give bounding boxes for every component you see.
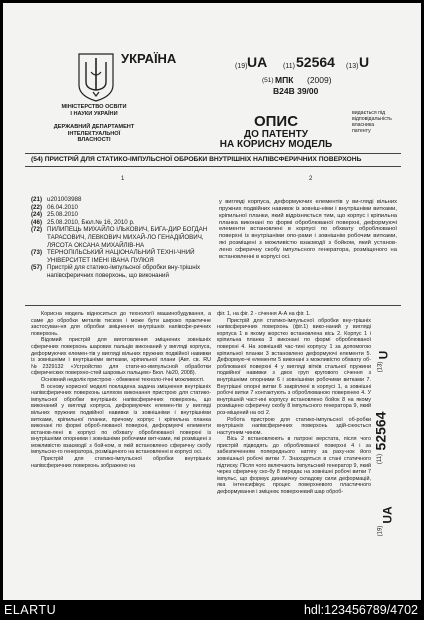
ministry-line-2: І НАУКИ УКРАЇНИ	[70, 110, 118, 117]
publication-note-line: відповідальність	[352, 116, 392, 122]
bib-value: u201003988	[47, 196, 82, 203]
paragraph: Відомий пристрій для виготовлення зміцнених зовнішніх сферичних поверхонь шарових пальців виконаний у вигляді корпуса, деформуючих елемен-тів у вигляді вільних пружних подвійної навивки із зовнішніми і внутрішніми витками, кріпильної плани (Авт. св. RU №2329132 «Устройство для стати-ко-импульсной обработки сферических поверхно-стей шаровых пальцев» Бюл. №20, 2008).	[31, 337, 211, 377]
publication-note-line: патенту	[352, 128, 371, 134]
divider	[25, 305, 401, 306]
patent-number: 52564	[296, 54, 335, 70]
ministry-line-1: МІНІСТЕРСТВО ОСВІТИ	[61, 104, 127, 110]
publication-note	[352, 110, 408, 134]
mpk-year: (2009)	[307, 75, 332, 85]
inid-code-51: (51)	[262, 77, 274, 84]
inid-code-13: (13)	[346, 63, 359, 70]
paragraph: Пристрій для статико-імпульсної обробки внутрішніх напівсферичних поверхонь зображено на	[31, 456, 211, 469]
description-right-column	[217, 311, 371, 496]
column-number-1: 1	[121, 176, 125, 182]
divider	[25, 153, 401, 154]
paragraph: Робота пристрою для статико-імпульсної об-робки внутрішніх напівсферичних поверхонь здій-снюється наступним чином.	[217, 416, 371, 436]
department-line-1: ДЕРЖАВНИЙ ДЕПАРТАМЕНТ	[53, 124, 135, 130]
doc-title: ОПИС	[253, 113, 299, 130]
patent-page	[3, 3, 421, 600]
bibliographic-data	[31, 196, 216, 280]
bib-code: (72)	[31, 226, 43, 234]
doc-subtitle-1: ДО ПАТЕНТУ	[244, 129, 308, 140]
paragraph: Вісь 2 встановлюють в патроні верстата, після чого пристрій підводять до оброблюваної поверхні 4 і за забезпеченням попереднього натягу за раху-нок його зовнішньої робочі витки 7. Знаходяться в стані статичного підтиску. Після чого включають імпульсний генератор 9, який через сферичну ско-бу 8 передає на зовнішні робочі витки 7 імпульс, що формує динамічну складову сили деформацій, яка інтенсифікує процес поверхневого пластичного деформування і зміцнює поверхневий шар оброб-	[217, 436, 371, 496]
description-left-column	[31, 311, 211, 469]
vertical-inid-code-19: (19)	[377, 525, 384, 537]
vertical-kind-code: U	[376, 350, 391, 360]
invention-title: (54) ПРИСТРІЙ ДЛЯ СТАТИКО-ІМПУЛЬСНОЇ ОБРОБКИ ВНУТРІШНІХ НАПІВСФЕРИЧНИХ ПОВЕРХОНЬ	[31, 156, 362, 163]
country-code: UA	[247, 54, 268, 70]
bib-value: ТЕРНОПІЛЬСЬКИЙ НАЦІОНАЛЬНИЙ ТЕХНІ-ЧНИЙ УНІВЕРСИТЕТ ІМЕНІ ІВАНА ПУЛЮЯ	[47, 249, 195, 264]
paragraph: В основу корисної моделі покладена задача зміцнення внутрішніх напівсферичних поверхонь шляхом виконання пристрою для статико-імпульсної обробки внутрішніх напівсферичних поверхонь, що виконаний у вигляді корпуса, деформуючих елемен-тів у вигляді вільних пружних подвійної навивки із зовнішніми і внутрішніми витками, кріпильної планки, причому корпус і кріпильна планка виконані по формі оброб-люваної поверхні, деформуючі елементи встанов-лені в корпусі по обхвату оброблюваної поверхні із внутрішніми опорними і зовнішніми робочими вит-ками, які розміщені з можливістю взаємодії з бой-ком, в якій встановлено сферичну скобу імпульсно-го генератора, розміщеного на встановленні в корпусі осі.	[31, 383, 211, 456]
vertical-country-code: UA	[380, 506, 395, 524]
bib-row	[31, 196, 216, 204]
bib-row	[31, 204, 216, 212]
kind-code: U	[359, 54, 370, 70]
bib-value: 25.08.2010	[47, 211, 78, 219]
country-name: УКРАЇНА	[121, 51, 177, 66]
publication-note-line: власника	[352, 122, 375, 128]
bib-code: (24)	[31, 211, 43, 219]
paragraph: Пристрій для статико-імпульсної обробки вну-трішніх напівсферичних поверхонь (фіг.1) вико-наний у вигляді корпуса 1 в якому жорстко встановлена вісь 2. Корпус 1 і кріпильна планка 3 виконані по формі оброблюваної поверхні 4. На зовнішній час-тині корпусу 1 за допомогою кріпильної планки 3 встановлено деформуючі елементи 5. Деформую-чі елементи 5 виконані з можливістю обхвату об-роблюваної поверхні 4 у вигляді вітків стальної пружини подвійної навивки з двох груп кругового січення з внутрішніми опорними 6 і зовнішніми робочими витками 7. Внутрішні опорні витки 6 закріплені в корпусі 1, а зовнішні робочі витки 7 контактують з оброблюваною поверхнею 4. У внутрішній част-ині корпусу встановлено бойок 8 на якому розміщено сферичну скобу 8 імпульсного генератора 9, який роз-міщений на осі 2.	[217, 317, 371, 416]
ipc-class: B24B 39/00	[273, 86, 319, 96]
bib-value: Пристрій для статико-імпульсної обробки вну-трішніх напівсферичних поверхонь, що виконаний	[47, 264, 201, 279]
bib-value: 06.04.2010	[47, 203, 78, 211]
bib-code: (73)	[31, 249, 43, 257]
ministry-name	[33, 104, 155, 117]
vertical-patent-stamp	[372, 328, 411, 563]
paragraph: Корисна модель відноситься до технології машинобудування, а саме до обробки металів тиском і може бути широко практичне застосуван-ня для обробки зміцнення внутрішніх напівсфе-ричних поверхонь.	[31, 311, 211, 337]
bib-value: ПИЛИПЕЦЬ МИХАЙЛО ІЛЬКОВИЧ, БИГА-ДИР БОГДАН ТАРАСОВИЧ, ЛЕВКОВИЧ МИХАЙ-ЛО ГЕНАДІЙОВИЧ, ЛЯСОТА ОКСАНА МИХАЙЛІВ-НА	[47, 226, 208, 249]
paragraph: фіг. 1, на фіг. 2 - січення А-А на фіг. 1.	[217, 311, 311, 317]
doc-subtitle-2: НА КОРИСНУ МОДЕЛЬ	[219, 139, 333, 150]
claim-continuation: у вигляді корпуса, деформуючих елементів у ви-гляді вільних пружних подвійних навивок із зовніш-німи і внутрішніми витками, кріпильної планки, який відрізняється тим, що корпус і кріпильна планка виконані по формі оброблюваної поверхні, деформуючі елементи встановлені в корпусі по обхвату оброблюваної поверхні із внутрішніми опо-рами і зовнішнім робочим витками, які розміщені з можливістю взаємодії з бойком, який установ-лено сферичну скобу імпульсного генератора, розміщеного на встановленні в корпусі осі.	[219, 199, 397, 260]
inid-code-11: (11)	[283, 63, 295, 70]
bib-row	[31, 264, 216, 279]
column-number-2: 2	[309, 176, 313, 182]
department-line-3: ВЛАСНОСТІ	[77, 137, 111, 144]
vertical-patent-number: 52564	[372, 411, 389, 451]
vertical-inid-code-11: (11)	[377, 453, 384, 465]
bib-code: (21)	[31, 196, 43, 203]
bib-code: (22)	[31, 203, 43, 211]
department-name	[33, 124, 155, 144]
vertical-inid-code-13: (13)	[377, 361, 384, 373]
bib-row	[31, 226, 216, 249]
paragraph: Основний недолік пристрою - обмежені техноло-гічні можливості.	[41, 376, 205, 383]
bib-value: 25.08.2010, Бюл.№ 16, 2010 р.	[47, 218, 135, 226]
mpk-label: МПК	[275, 75, 294, 85]
viewer-footer	[0, 600, 424, 620]
inid-code-19: (19)	[235, 63, 248, 70]
trident-emblem-icon	[77, 52, 115, 102]
bib-row	[31, 211, 216, 219]
department-line-2: ІНТЕЛЕКТУАЛЬНОЇ	[67, 130, 121, 137]
repository-name: ELARTU	[4, 603, 57, 617]
bib-code: (46)	[31, 218, 43, 226]
bib-code: (57)	[31, 264, 43, 272]
handle-id: hdl:123456789/4702	[303, 603, 418, 617]
publication-note-line: видається під	[352, 110, 386, 116]
divider	[25, 166, 401, 167]
bib-row	[31, 249, 216, 264]
